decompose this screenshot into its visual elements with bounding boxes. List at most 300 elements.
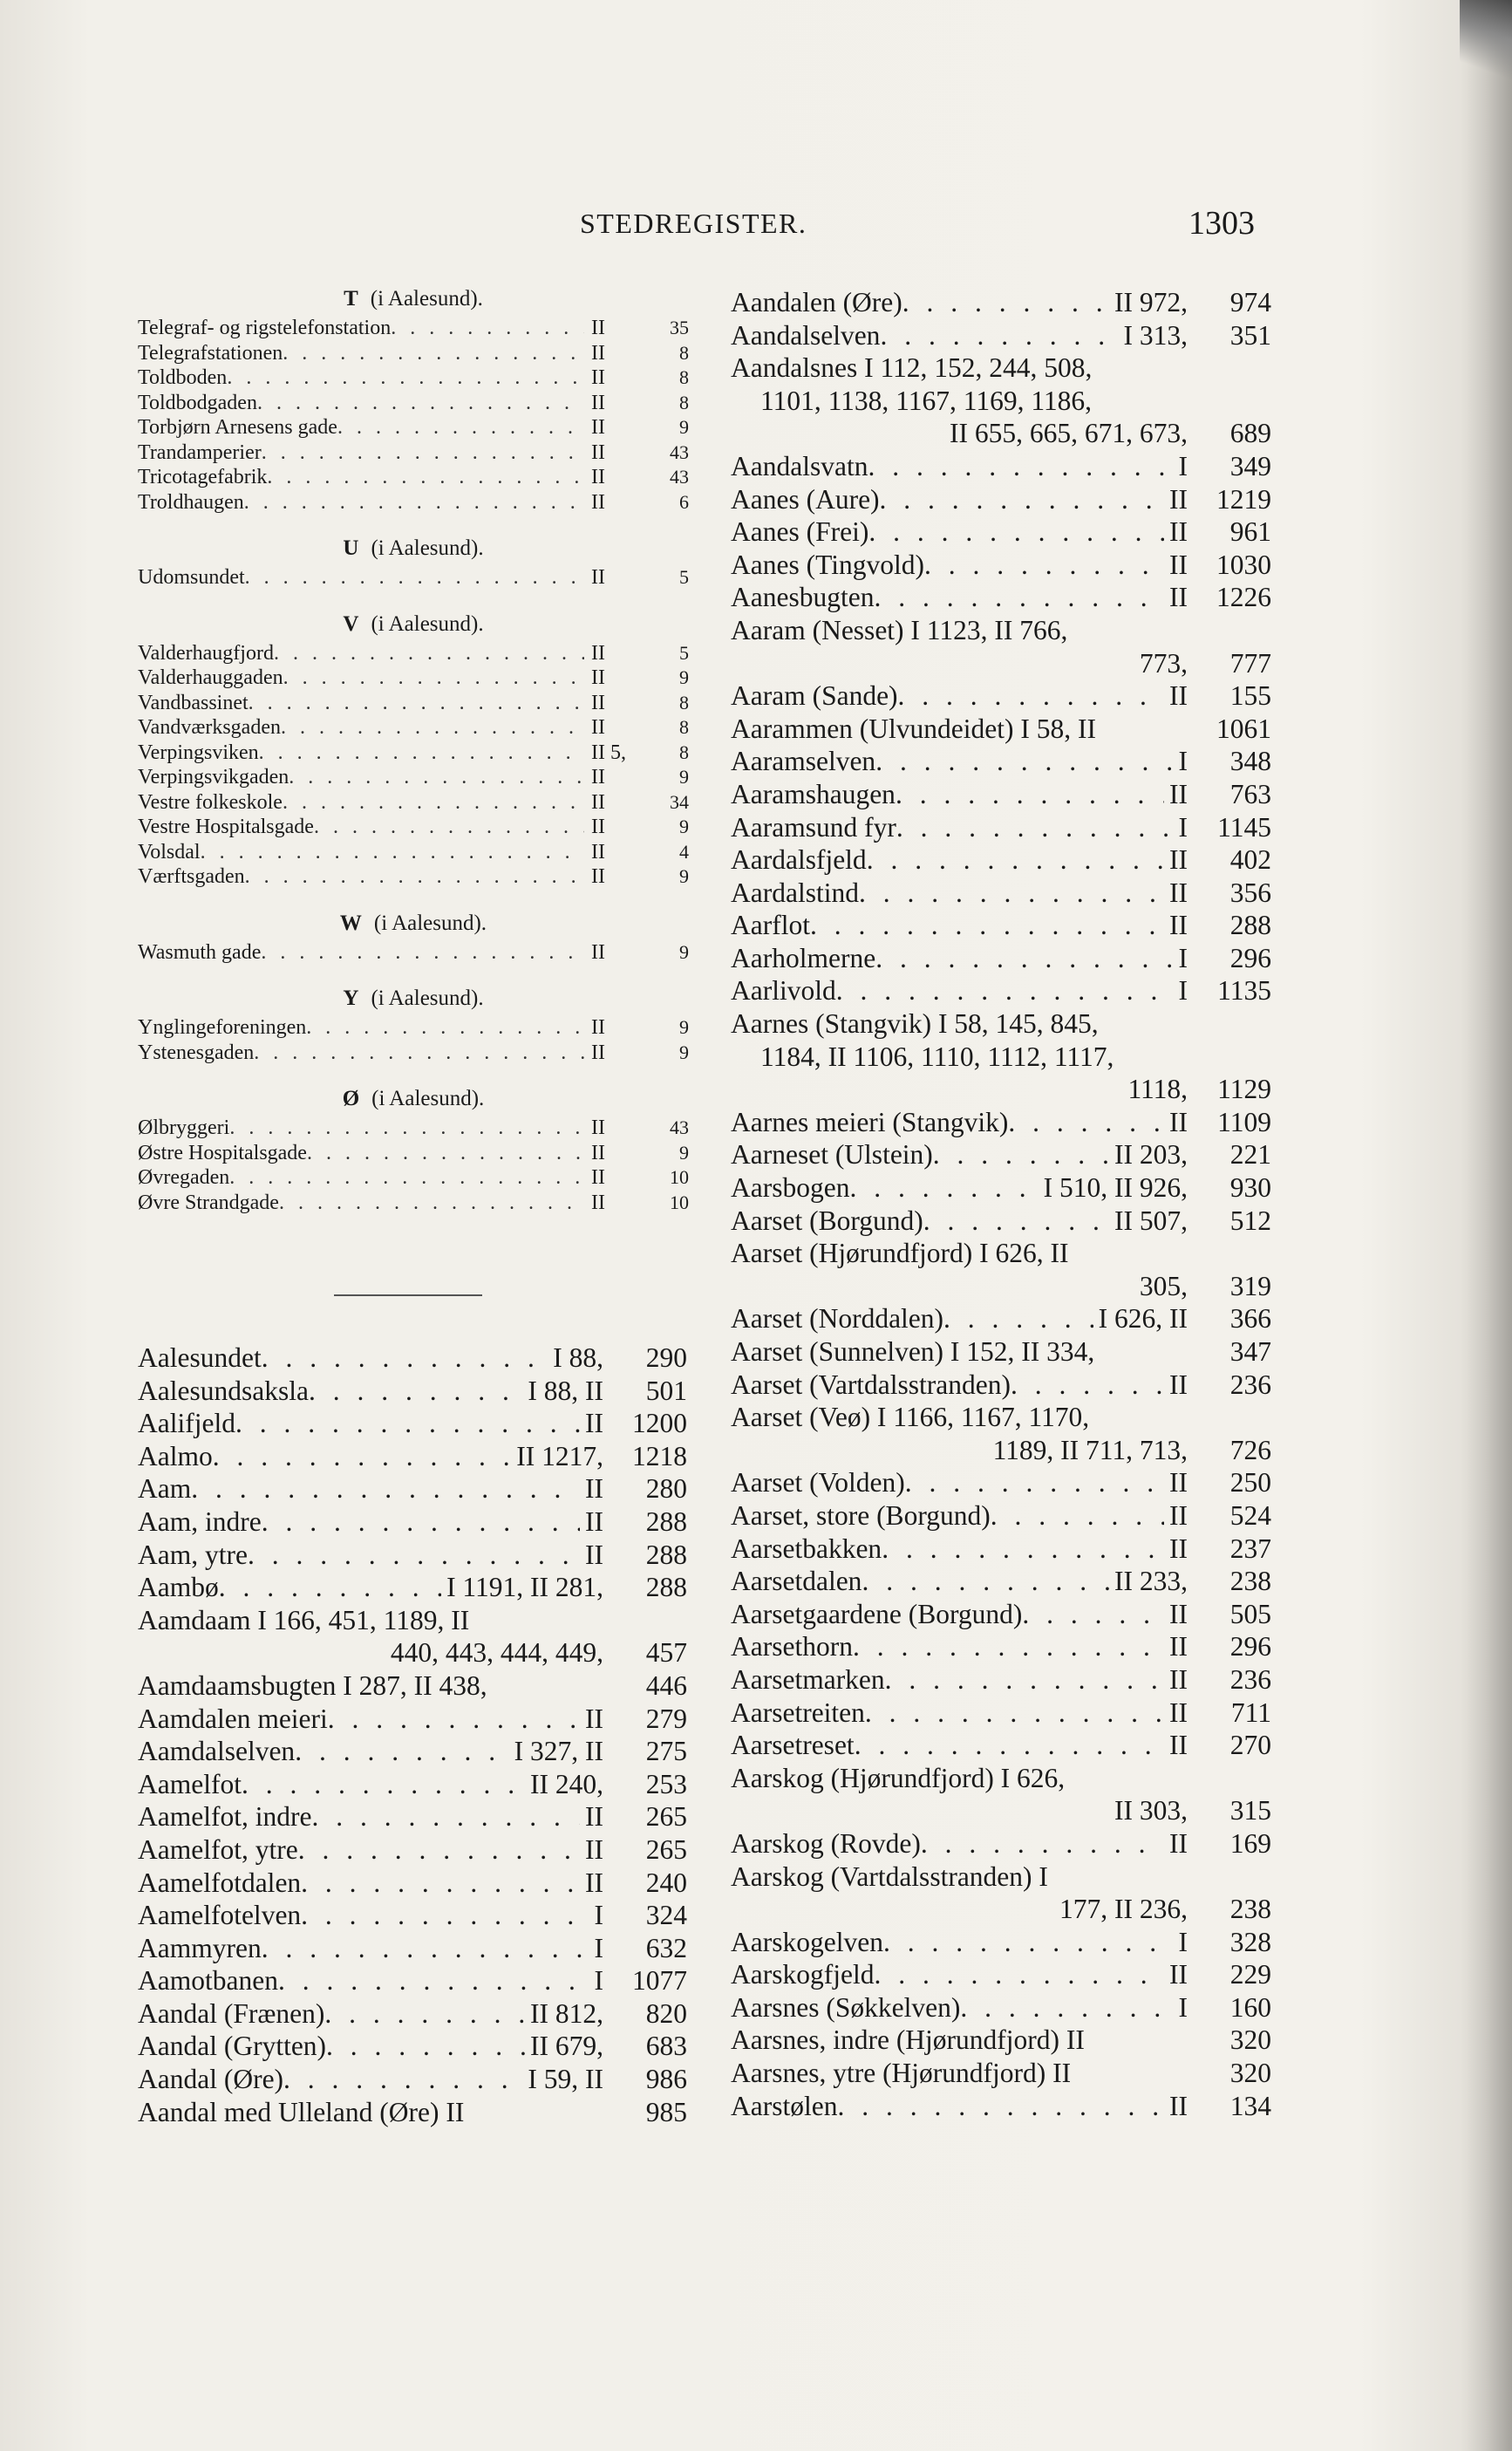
index-entry: [138, 790, 689, 816]
entry-page: 1030: [1216, 549, 1271, 580]
entry-text: Aamotbanen: [138, 1965, 278, 1997]
entry-reference: II 812,: [530, 1997, 603, 2029]
section-divider-rule: [334, 1294, 482, 1296]
leader-dots: [229, 1116, 584, 1141]
index-entry: [138, 715, 689, 741]
index-entry: [731, 942, 1271, 975]
leader-dots: [295, 1735, 508, 1768]
leader-dots: [213, 1440, 512, 1473]
entry-line: [138, 1800, 687, 1833]
entry-line: [731, 1598, 1271, 1631]
leader-dots: [943, 1302, 1093, 1335]
entry-page: 229: [1229, 1959, 1271, 1990]
entry-line: [138, 2063, 687, 2096]
index-entry: [731, 1827, 1271, 1860]
entry-page: 288: [1229, 910, 1271, 941]
entry-page: 9: [679, 816, 689, 837]
entry-page: 985: [645, 2096, 687, 2127]
entry-text: Aandalen (Øre): [731, 287, 902, 317]
entry-volume: II: [591, 341, 605, 365]
entry-line: [731, 909, 1271, 942]
entry-text: Aarset, store (Borgund): [731, 1499, 991, 1531]
index-entry: [731, 1106, 1271, 1139]
leader-dots: [862, 1565, 1109, 1598]
entry-text: Aaramselven: [731, 746, 876, 777]
entry-page: 43: [670, 466, 689, 488]
entry-text: 1184, II 1106, 1110, 1112, 1117,: [760, 1041, 1114, 1072]
entry-name: Vestre Hospitalsgade: [138, 816, 314, 838]
index-entry: [138, 765, 689, 790]
index-entry: [138, 1116, 689, 1141]
entry-reference: I 88, II: [528, 1375, 603, 1406]
leader-dots: [837, 2090, 1164, 2123]
index-entry: [731, 581, 1271, 614]
entry-reference: II: [1169, 1598, 1188, 1629]
entry-line: [731, 1106, 1271, 1139]
entry-line: [731, 1630, 1271, 1663]
index-entry: [731, 352, 1271, 450]
entry-reference: I 626, II: [1098, 1303, 1188, 1335]
entry-line: [138, 1571, 687, 1604]
index-section: [138, 1086, 689, 1215]
entry-page: 34: [670, 790, 689, 813]
entry-name: Ølbryggeri: [138, 1116, 230, 1139]
leader-dots: [262, 1505, 580, 1539]
section-place: (i Aalesund).: [371, 1087, 485, 1110]
entry-reference: I: [1178, 1926, 1188, 1957]
entry-line: [731, 1958, 1271, 1991]
entry-page: 169: [1229, 1827, 1271, 1859]
entry-text: Aamelfotelven: [138, 1900, 302, 1931]
leader-dots: [244, 490, 584, 515]
entry-text: Aanes (Tingvold): [731, 549, 924, 580]
entry-text: Aamdaamsbugten I 287, II 438,: [138, 1669, 487, 1701]
index-entry: [731, 713, 1271, 746]
leader-dots: [259, 741, 584, 766]
entry-text: Aarsnes, indre (Hjørundfjord) II: [731, 2024, 1085, 2056]
entry-name: Vestre folkeskole: [138, 790, 283, 814]
leader-dots: [1011, 1369, 1164, 1402]
index-entry: [138, 565, 689, 591]
section-letter: Y: [343, 987, 359, 1010]
entry-reference: II: [1169, 910, 1188, 941]
leader-dots: [306, 1015, 584, 1041]
entry-page: 351: [1229, 319, 1271, 351]
entry-page: 35: [670, 317, 689, 338]
entry-text: 177, II 236,: [1059, 1894, 1188, 1925]
leader-dots: [257, 391, 584, 416]
entry-text: Aalifjeld: [138, 1408, 235, 1439]
leader-dots: [868, 515, 1164, 549]
leader-dots: [254, 1041, 584, 1066]
entry-name: Valderhaugfjord: [138, 641, 274, 665]
index-entry: [138, 490, 689, 515]
entry-volume: II: [591, 391, 605, 414]
entry-text: II 655, 665, 671, 673,: [950, 418, 1188, 449]
entry-page: 446: [645, 1669, 687, 1701]
entry-reference: II: [1169, 778, 1188, 809]
leader-dots: [262, 1932, 589, 1965]
entry-text: Aaramsund fyr: [731, 811, 896, 843]
entry-text: Aandal (Grytten): [138, 2031, 327, 2062]
entry-name: Wasmuth gade: [138, 940, 262, 964]
section-letter: Ø: [342, 1087, 360, 1110]
index-entry: [138, 1669, 687, 1703]
entry-name: Verpingsviken: [138, 741, 259, 764]
entry-page: 9: [679, 865, 689, 887]
index-entry: [731, 1335, 1271, 1369]
entry-reference: II 507,: [1114, 1205, 1188, 1236]
entry-page: 974: [1229, 287, 1271, 317]
leader-dots: [867, 843, 1164, 877]
index-entry: [138, 341, 689, 366]
leader-dots: [283, 790, 584, 816]
page-number: 1303: [1188, 205, 1255, 242]
entry-text: Aalesundet: [138, 1342, 262, 1373]
entry-page: 1219: [1216, 483, 1271, 515]
entry-reference: II: [1169, 1730, 1188, 1761]
entry-page: 134: [1229, 2090, 1271, 2121]
entry-reference: I: [1178, 450, 1188, 481]
entry-text: Aarsbogen: [731, 1172, 850, 1204]
entry-page: 43: [670, 1116, 689, 1138]
entry-text: Aarammen (Ulvundeidet) I 58, II: [731, 713, 1096, 744]
entry-reference: I: [1178, 746, 1188, 777]
entry-line: [731, 811, 1271, 844]
entry-line: [731, 713, 1271, 746]
entry-reference: II: [585, 1801, 603, 1833]
entry-volume: II: [591, 865, 605, 888]
entry-reference: I: [594, 1900, 603, 1931]
entry-text: 305,: [1139, 1270, 1188, 1301]
entry-reference: II 240,: [530, 1768, 603, 1799]
entry-text: Aarsetreset: [731, 1730, 855, 1761]
entry-line: [138, 1440, 687, 1473]
leader-dots: [853, 1630, 1164, 1663]
entry-text: Aarskog (Hjørundfjord) I 626,: [731, 1762, 1066, 1793]
index-entry: [138, 391, 689, 416]
entry-line: [731, 1729, 1271, 1762]
index-entry: [138, 1800, 687, 1833]
index-entry: [138, 1604, 687, 1669]
entry-line: [731, 778, 1271, 811]
entry-page: 1109: [1217, 1106, 1271, 1137]
entry-volume: II: [591, 691, 605, 714]
entry-line: [731, 745, 1271, 778]
entry-text: Aandal (Øre): [138, 2064, 284, 2095]
leader-dots: [309, 1375, 522, 1408]
entry-text: Aarsetgaardene (Borgund): [731, 1598, 1023, 1629]
index-entry: [731, 1401, 1271, 1466]
index-entry: [731, 745, 1271, 778]
entry-reference: I: [1178, 811, 1188, 843]
entry-volume: II: [591, 840, 605, 864]
entry-page: 1145: [1217, 811, 1271, 843]
entry-page: 279: [645, 1703, 687, 1734]
entry-page: 8: [679, 366, 689, 388]
entry-page: 160: [1229, 1991, 1271, 2023]
page-edge-shadow: [1460, 0, 1512, 2451]
leader-dots: [875, 745, 1173, 778]
leader-dots: [324, 1997, 525, 2031]
entry-line: [138, 1899, 687, 1932]
index-entry: [731, 286, 1271, 319]
index-entry: [731, 450, 1271, 483]
entry-name: Trandamperier: [138, 440, 262, 464]
entry-line: [731, 385, 1271, 418]
entry-page: 10: [670, 1191, 689, 1213]
right-column-index: [731, 286, 1271, 2122]
entry-line: [138, 2096, 687, 2129]
entry-text: Aam, ytre: [138, 1539, 248, 1570]
entry-line: [731, 1041, 1271, 1074]
entry-page: 726: [1229, 1434, 1271, 1465]
leader-dots: [924, 549, 1164, 582]
entry-volume: II: [591, 366, 605, 389]
leader-dots: [874, 1958, 1164, 1991]
index-entry: [731, 811, 1271, 844]
entry-page: 457: [645, 1637, 687, 1669]
entry-page: 349: [1229, 450, 1271, 481]
index-entry: [138, 1440, 687, 1473]
entry-line: [731, 679, 1271, 713]
leader-dots: [298, 1833, 580, 1867]
leader-dots: [868, 450, 1173, 483]
index-entry: [138, 1703, 687, 1736]
entry-reference: II: [1169, 1467, 1188, 1499]
index-entry: [731, 549, 1271, 582]
leader-dots: [1022, 1598, 1164, 1631]
entry-name: Vandværksgaden: [138, 716, 281, 739]
entry-name: Værftsgaden: [138, 865, 245, 888]
index-entry: [731, 319, 1271, 352]
index-entry: [731, 1237, 1271, 1302]
entry-name: Øvregaden: [138, 1166, 230, 1189]
entry-reference: I 327, II: [514, 1736, 603, 1767]
entry-volume: II: [591, 790, 605, 814]
entry-line: [731, 450, 1271, 483]
entry-text: Aarstølen: [731, 2090, 838, 2121]
entry-page: 250: [1229, 1467, 1271, 1499]
entry-page: 1226: [1216, 582, 1271, 613]
index-entry: [138, 1899, 687, 1932]
leader-dots: [201, 840, 584, 865]
entry-page: 8: [679, 716, 689, 738]
entry-reference: II: [585, 1505, 603, 1537]
entry-reference: II 972,: [1114, 287, 1188, 317]
entry-text: Aalmo: [138, 1440, 213, 1471]
index-entry: [731, 778, 1271, 811]
entry-page: 238: [1229, 1566, 1271, 1597]
entry-line: [731, 1073, 1271, 1106]
entry-line: [731, 1401, 1271, 1434]
entry-text: Aarskog (Vartdalsstranden) I: [731, 1860, 1048, 1892]
entry-page: 9: [679, 940, 689, 963]
running-title: STEDREGISTER.: [580, 208, 807, 239]
index-entry: [138, 1472, 687, 1505]
entry-line: [138, 1636, 687, 1669]
entry-reference: II: [1169, 1959, 1188, 1990]
entry-text: Aanes (Frei): [731, 516, 869, 548]
entry-volume: II: [591, 666, 605, 689]
entry-page: 328: [1229, 1926, 1271, 1957]
leader-dots: [874, 581, 1164, 614]
index-entry: [731, 515, 1271, 549]
entry-page: 9: [679, 1016, 689, 1038]
entry-text: Aarsetmarken: [731, 1663, 885, 1695]
leader-dots: [274, 641, 584, 666]
entry-reference: I 510, II 926,: [1043, 1172, 1188, 1204]
entry-page: 8: [679, 741, 689, 763]
index-entry: [731, 1926, 1271, 1959]
entry-reference: II: [1169, 1697, 1188, 1728]
entry-page: 280: [645, 1473, 687, 1505]
entry-volume: II: [591, 440, 605, 464]
index-entry: [731, 1991, 1271, 2024]
entry-text: Aarset (Sunnelven) I 152, II 334,: [731, 1336, 1095, 1367]
entry-line: [731, 1237, 1271, 1270]
index-entry: [138, 815, 689, 840]
entry-page: 777: [1229, 647, 1271, 679]
index-entry: [731, 1958, 1271, 1991]
entry-volume: II: [591, 317, 605, 339]
entry-page: 320: [1229, 2058, 1271, 2089]
leader-dots: [248, 1539, 580, 1572]
entry-volume: II: [591, 1116, 605, 1139]
leader-dots: [249, 691, 584, 716]
leader-dots: [337, 415, 584, 440]
entry-page: 820: [645, 1997, 687, 2029]
leader-dots: [245, 565, 584, 591]
entry-name: Verpingsvikgaden: [138, 766, 289, 789]
entry-text: Aamelfot: [138, 1768, 242, 1799]
index-entry: [138, 741, 689, 766]
entry-line: [731, 1565, 1271, 1598]
leader-dots: [279, 1191, 584, 1216]
index-entry: [138, 415, 689, 440]
entry-volume: II: [591, 1191, 605, 1214]
leader-dots: [898, 679, 1164, 713]
entry-page: 315: [1229, 1795, 1271, 1826]
entry-page: 348: [1229, 746, 1271, 777]
leader-dots: [883, 1926, 1174, 1959]
leader-dots: [875, 942, 1173, 975]
entry-page: 43: [670, 440, 689, 463]
entry-page: 632: [645, 1932, 687, 1963]
entry-text: Aam: [138, 1473, 192, 1505]
entry-text: 1118,: [1127, 1074, 1188, 1105]
entry-line: [731, 1991, 1271, 2024]
entry-line: [731, 1138, 1271, 1171]
entry-text: Aarsetreiten: [731, 1697, 865, 1728]
entry-line: [731, 1499, 1271, 1533]
entry-volume: II: [591, 566, 605, 589]
entry-page: 288: [645, 1505, 687, 1537]
entry-text: 440, 443, 444, 449,: [390, 1637, 603, 1669]
index-entry: [731, 843, 1271, 877]
index-entry: [731, 1762, 1271, 1827]
leader-dots: [880, 483, 1164, 516]
index-entry: [731, 1697, 1271, 1730]
entry-reference: I: [1178, 975, 1188, 1007]
index-entry: [731, 877, 1271, 910]
entry-text: Aardalsfjeld: [731, 844, 867, 876]
entry-line: [731, 942, 1271, 975]
section-letter: T: [344, 287, 358, 311]
entry-line: [138, 1735, 687, 1768]
entry-page: 8: [679, 691, 689, 713]
entry-page: 961: [1229, 516, 1271, 548]
entry-page: 1200: [632, 1408, 687, 1439]
entry-text: Aarskogfjeld: [731, 1959, 875, 1990]
entry-name: Troldhaugen: [138, 490, 244, 514]
entry-reference: II: [1169, 680, 1188, 712]
leader-dots: [328, 1703, 580, 1736]
entry-line: [731, 1466, 1271, 1499]
index-entry: [138, 1997, 687, 2031]
entry-page: 347: [1229, 1336, 1271, 1367]
index-entry: [138, 1165, 689, 1191]
entry-text: Aarset (Volden): [731, 1467, 905, 1499]
index-entry: [731, 1499, 1271, 1533]
entry-page: 240: [645, 1867, 687, 1898]
index-entry: [731, 1302, 1271, 1335]
entry-text: Aamdalselven: [138, 1736, 296, 1767]
entry-page: 319: [1229, 1270, 1271, 1301]
leader-dots: [326, 2030, 525, 2063]
entry-page: 324: [645, 1900, 687, 1931]
leader-dots: [849, 1171, 1038, 1205]
entry-text: Aanes (Aure): [731, 483, 880, 515]
leader-dots: [933, 1138, 1109, 1171]
index-entry: [138, 840, 689, 865]
leader-dots: [307, 1141, 584, 1166]
entry-page: 238: [1229, 1894, 1271, 1925]
leader-dots: [245, 864, 584, 890]
leader-dots: [267, 465, 584, 490]
leader-dots: [235, 1407, 580, 1440]
entry-reference: I: [1178, 942, 1188, 973]
index-entry: [731, 1598, 1271, 1631]
entry-page: 236: [1229, 1663, 1271, 1695]
entry-reference: II: [585, 1703, 603, 1734]
entry-reference: II: [585, 1408, 603, 1439]
leader-dots: [391, 316, 584, 341]
leader-dots: [278, 1964, 589, 1997]
page-header: [0, 205, 1512, 251]
section-heading: [138, 911, 689, 937]
entry-line: [731, 1434, 1271, 1467]
entry-line: [731, 1794, 1271, 1827]
entry-page: 689: [1229, 418, 1271, 449]
leader-dots: [219, 1571, 441, 1604]
entry-line: [731, 1860, 1271, 1894]
index-entry: [138, 365, 689, 391]
index-entry: [138, 1833, 687, 1867]
index-entry: [731, 1630, 1271, 1663]
leader-dots: [283, 666, 584, 691]
index-entry: [138, 691, 689, 716]
entry-page: 10: [670, 1166, 689, 1188]
index-entry: [731, 1171, 1271, 1205]
entry-line: [731, 1205, 1271, 1238]
entry-reference: II: [1169, 844, 1188, 876]
entry-text: Aarsetdalen: [731, 1566, 862, 1597]
entry-volume: II: [591, 766, 605, 789]
entry-page: 265: [645, 1801, 687, 1833]
entry-volume: II: [591, 816, 605, 838]
index-section: [138, 611, 689, 890]
